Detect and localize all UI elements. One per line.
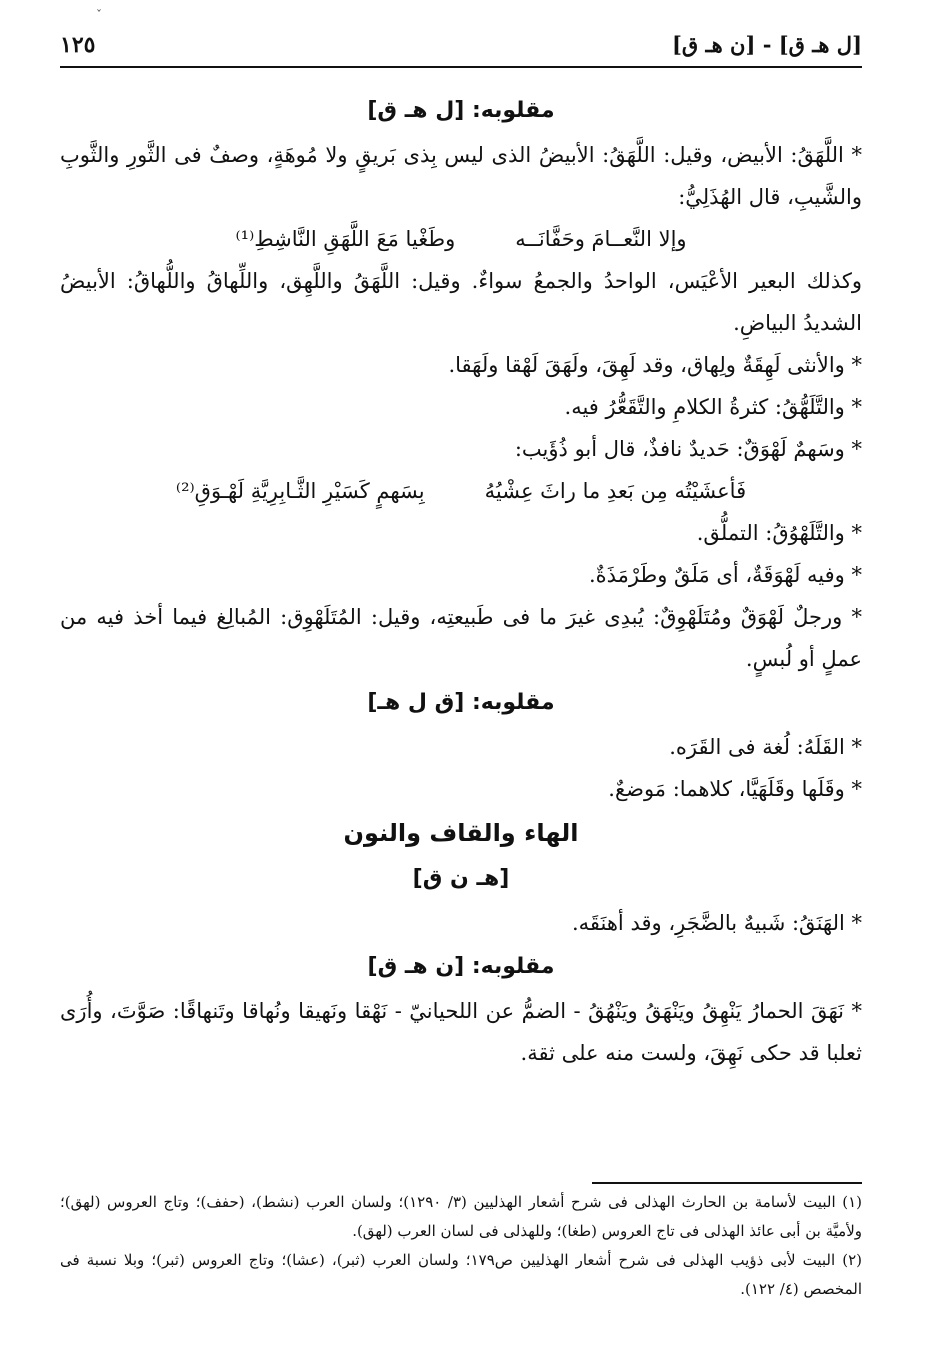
body-text [60, 88, 862, 1074]
verse-1-first-hemistich: وإلا النَّعــامَ وحَفَّانَــه [515, 227, 687, 251]
running-head-title: [ل هـ ق] - [ن هـ ق] [671, 32, 862, 57]
verse-1 [60, 218, 862, 260]
entry-allahaq: * اللَّهَقُ: الأبيض، وقيل: اللَّهَقُ: الأبيضُ الذى ليس بِذى بَريقٍ ولا مُوهَةٍ، وصفٌ فى الثَّورِ والثَّوبِ والشَّيبِ، قال الهُذَلِيُّ: [60, 143, 862, 209]
footnote-divider [592, 1182, 862, 1184]
verse-2 [60, 470, 862, 512]
footnote-1: (١) البيت لأسامة بن الحارث الهذلى فى شرح أشعار الهذليين (٣/ ١٢٩٠)؛ ولسان العرب (نشط)، (حفف)؛ وتاج العروس (لهق)؛ ولأميَّة بن أبى عائذ الهذلى فى تاج العروس (طغا)؛ وللهذلى فى لسان العرب (لهق). [60, 1193, 862, 1240]
entry-feminine: * والأنثى لَهِقَةٌ ولِهاق، وقد لَهِقَ، ولَهَقَ لَهْقا ولَهَقا. [448, 353, 862, 377]
page-number: ١٢٥ [60, 32, 96, 58]
entry-talahhuq: * والتَّلَهُّقُ: كثرةُ الكلامِ والتَّقَعُّرُ فيه. [564, 395, 862, 419]
verse-1-second-hemistich: وطَغْيا مَعَ اللَّهَقِ النَّاشِطِ⁽¹⁾ [235, 227, 456, 251]
entry-talahwuq: * والتَّلَهْوُقُ: التملُّق. [696, 521, 862, 545]
footnote-2: (٢) البيت لأبى ذؤيب الهذلى فى شرح أشعار الهذليين ص١٧٩؛ ولسان العرب (ثبر)، (عشا)؛ وتاج العروس (ثبر)؛ وبلا نسبة فى المخصص (٤/ ١٢٢). [60, 1251, 862, 1298]
subheading-q-l-h: مقلوبه: [ق ل هـ] [367, 690, 555, 715]
subheading-h-n-q: [هـ ن ق] [412, 866, 510, 891]
footnotes [60, 1188, 862, 1304]
subheading-l-h-q: مقلوبه: [ل هـ ق] [367, 98, 555, 123]
entry-qalahayya: * وقَلَها وقَلَهَيَّا، كلاهما: مَوضعٌ. [608, 777, 862, 801]
entry-allahaq-continued: وكذلك البعير الأعْيَس، الواحدُ والجمعُ سواءٌ. وقيل: اللَّهَقُ واللَّهِق، واللِّهاقُ واللُّهاقُ: الأبيضُ الشديدُ البياضِ. [60, 269, 862, 335]
subheading-n-h-q: مقلوبه: [ن هـ ق] [367, 954, 555, 979]
entry-alhanaq: * الهَنَقُ: شَبيهٌ بالضَّجَرِ، وقد أهنَقَه. [571, 911, 862, 935]
entry-nahaqa: * نَهَقَ الحمارُ يَنْهِقُ ويَنْهَقُ ويَنْهُقُ - الضمُّ عن اللحيانيّ - نَهْقا ونَهيقا ونُهاقا وتَنهاقًا: صَوَّتَ، وأُرَى ثعلبا قد حكى نَهِقَ، ولست منه على ثقة. [60, 999, 862, 1065]
section-heading: الهاء والقاف والنون [343, 819, 579, 847]
entry-lahwaqa: * وفيه لَهْوَقَةٌ، أى مَلَقٌ وطَرْمَذَةٌ. [588, 563, 862, 587]
stray-mark: ˇ [96, 8, 102, 22]
verse-2-first-hemistich: فَأعشَيْتُه مِن بَعدِ ما راثَ عِشْيُهُ [484, 479, 747, 503]
running-head [60, 30, 862, 68]
entry-lahwaq-arrow: * وسَهمٌ لَهْوَقٌ: حَديدٌ نافذٌ، قال أبو ذُؤَيب: [514, 437, 862, 461]
entry-alqalah: * القَلَهُ: لُغة فى القَرَه. [669, 735, 862, 759]
entry-mutalahwiq: * ورجلٌ لَهْوَقٌ ومُتَلَهْوِقٌ: يُبدِى غيرَ ما فى طَبيعتِه، وقيل: المُتَلَهْوِق: المُبالِغ فيما أخذ فيه من عملٍ أو لُبسٍ. [60, 605, 862, 671]
verse-2-second-hemistich: بِسَهمٍ كَسَيْرِ الثَّـابِرِيَّةِ لَهْـوَقِ⁽²⁾ [175, 479, 425, 503]
